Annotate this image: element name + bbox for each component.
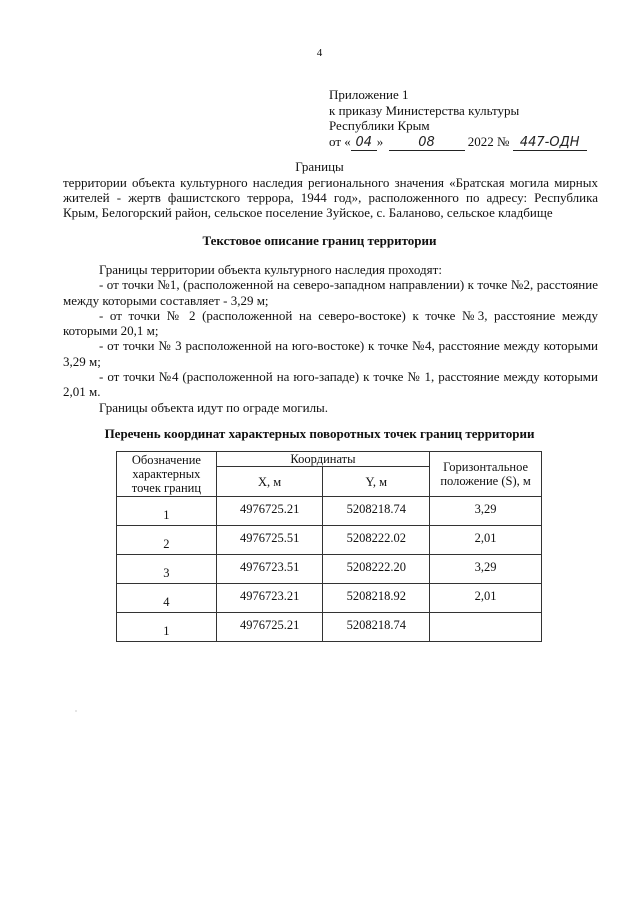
coordinates-table [116,451,542,642]
s-cell: 2,01 [430,584,542,613]
annex-line-2: к приказу Министерства культуры [329,102,520,118]
s-cell: 3,29 [430,555,542,584]
annex-number: 447-ОДН [513,135,587,152]
annex-from-prefix: от « [329,133,351,149]
x-cell: 4976725.21 [216,613,323,642]
y-cell: 5208218.74 [323,497,430,526]
annex-block [329,87,587,151]
page-number: 4 [316,47,323,59]
x-cell: 4976723.51 [216,555,323,584]
header-x: X, м [216,467,323,497]
intro-paragraph: территории объекта культурного наследия регионального значения «Братская могила мирных жителей - жертв фашистского террора, 1944 год», расположенного по адресу: Республика Крым, Белогорский район, сельское поселение Зуйское, с. Баланово, сельское кладбище [63,175,598,220]
point-cell: 2 [117,526,217,555]
s-cell [430,613,542,642]
header-coordinates: Координаты [216,452,429,467]
description-closing: Границы объекта идут по ограде могилы. [99,399,329,415]
table-title: Перечень координат характерных поворотных точек границ территории [104,426,535,441]
table-row [117,497,542,526]
point-cell: 4 [117,584,217,613]
table-row [117,613,542,642]
description-item-3: - от точки № 3 расположенной на юго-востоке) к точке №4, расстояние между которыми 3,29 м; [63,338,598,369]
table-row [117,526,542,555]
s-cell: 2,01 [430,526,542,555]
header-horizontal: Горизонтальное положение (S), м [430,452,542,497]
header-designation: Обозначение характерных точек границ [117,452,217,497]
x-cell: 4976723.21 [216,584,323,613]
annex-day-close: » [376,133,384,149]
description-lead: Границы территории объекта культурного наследия проходят: [99,262,442,277]
x-cell: 4976725.51 [216,526,323,555]
annex-date-line [329,134,587,152]
y-cell: 5208222.20 [323,555,430,584]
table-row [117,584,542,613]
y-cell: 5208218.92 [323,584,430,613]
y-cell: 5208218.74 [323,613,430,642]
point-cell: 1 [117,613,217,642]
x-cell: 4976725.21 [216,497,323,526]
heading: Границы [295,159,344,174]
point-cell: 3 [117,555,217,584]
description-item-2: - от точки № 2 (расположенной на северо-востоке) к точке №3, расстояние между которыми 20,1 м; [63,307,598,339]
s-cell: 3,29 [430,497,542,526]
section-title: Текстовое описание границ территории [202,233,437,248]
header-y: Y, м [323,467,430,497]
scan-speck [75,710,77,712]
y-cell: 5208222.02 [323,526,430,555]
point-cell: 1 [117,497,217,526]
annex-month: 08 [389,135,465,152]
description-item-4: - от точки №4 (расположенной на юго-западе) к точке № 1, расстояние между которыми 2,01 м. [63,369,598,400]
annex-day: 04 [351,135,377,152]
description-item-1: - от точки №1, (расположенной на северо-западном направлении) к точке №2, расстояние между которыми составляет - 3,29 м; [63,277,598,308]
description-block [63,262,598,415]
table-row [117,555,542,584]
annex-line-3: Республики Крым [329,118,430,133]
annex-year: 2022 № [467,133,510,149]
annex-line-1: Приложение 1 [329,87,409,102]
